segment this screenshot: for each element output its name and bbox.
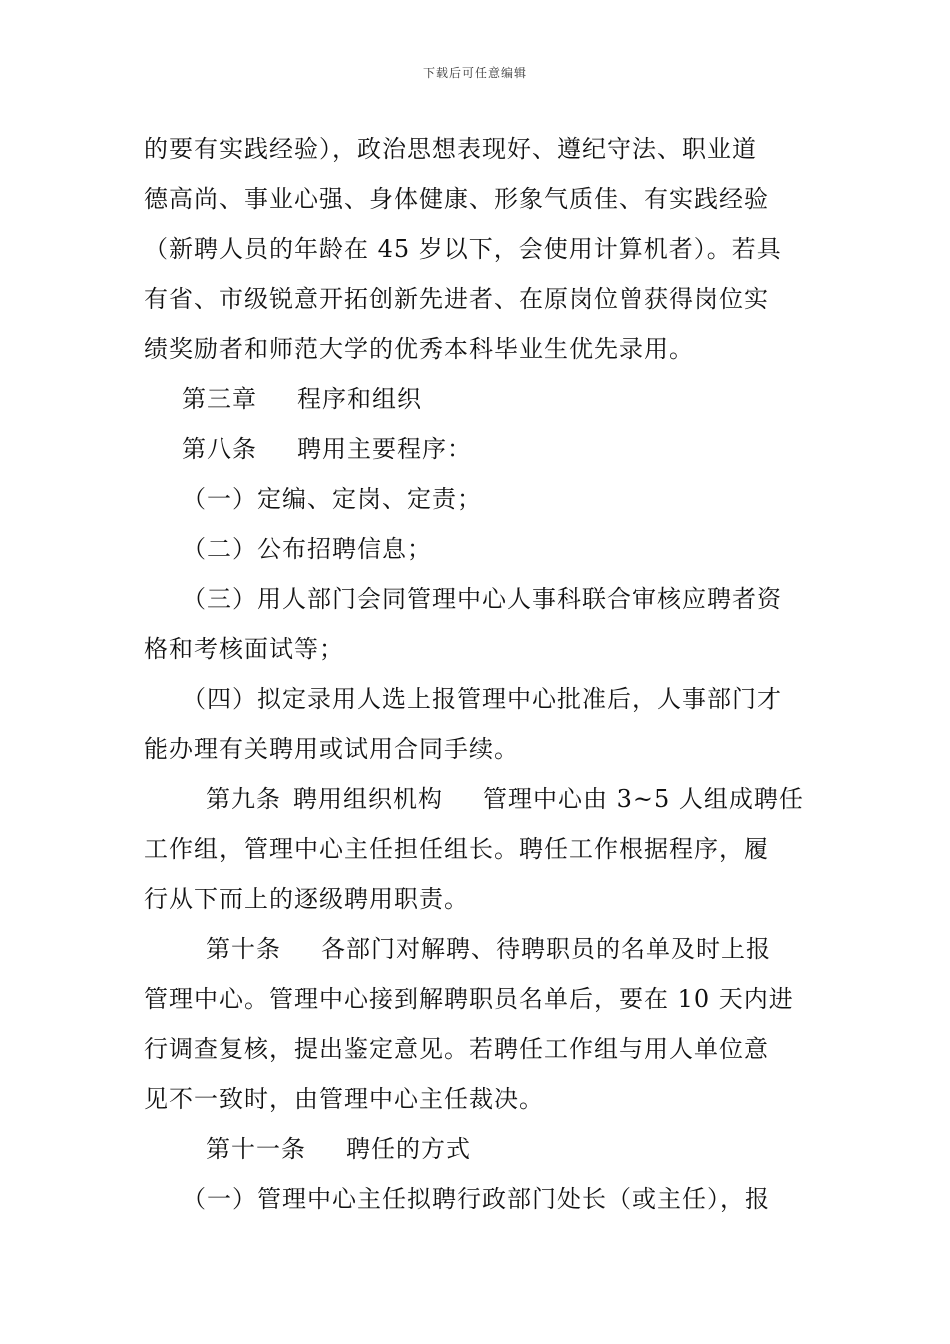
- chapter-heading: [144, 374, 814, 424]
- paragraph-line: 的要有实践经验），政治思想表现好、遵纪守法、职业道: [144, 135, 757, 163]
- page-header: 下载后可任意编辑: [422, 66, 527, 80]
- chapter-title: 程序和组织: [297, 385, 422, 413]
- document-body: [144, 124, 814, 1224]
- paragraph-line: 行从下而上的逐级聘用职责。: [144, 885, 469, 913]
- article-paragraph: [144, 924, 814, 974]
- article-label: 第八条: [182, 435, 257, 463]
- paragraph-line: 工作组，管理中心主任担任组长。聘任工作根据程序，履: [144, 835, 769, 863]
- article-heading: [144, 424, 814, 474]
- paragraph-line: 德高尚、事业心强、身体健康、形象气质佳、有实践经验: [144, 185, 769, 213]
- list-item-continued: 能办理有关聘用或试用合同手续。: [144, 735, 519, 763]
- article-label: 第九条: [206, 785, 281, 813]
- article-text: 管理中心由 3~5 人组成聘任: [483, 785, 804, 813]
- paragraph-line: 行调查复核，提出鉴定意见。若聘任工作组与用人单位意: [144, 1035, 769, 1063]
- article-heading: [144, 1124, 814, 1174]
- list-item: （二）公布招聘信息；: [182, 535, 432, 563]
- article-text: 各部门对解聘、待聘职员的名单及时上报: [321, 935, 771, 963]
- paragraph-line: 见不一致时，由管理中心主任裁决。: [144, 1085, 544, 1113]
- article-title: 聘用主要程序：: [297, 435, 472, 463]
- chapter-label: 第三章: [182, 385, 257, 413]
- article-title: 聘用组织机构: [293, 785, 443, 813]
- paragraph-line: 有省、市级锐意开拓创新先进者、在原岗位曾获得岗位实: [144, 285, 769, 313]
- list-item: （一）管理中心主任拟聘行政部门处长（或主任），报: [182, 1185, 770, 1213]
- list-item: （三）用人部门会同管理中心人事科联合审核应聘者资: [182, 585, 782, 613]
- list-item: （四）拟定录用人选上报管理中心批准后，人事部门才: [182, 685, 782, 713]
- article-paragraph: [144, 774, 814, 824]
- article-label: 第十条: [206, 935, 281, 963]
- paragraph-line: 绩奖励者和师范大学的优秀本科毕业生优先录用。: [144, 335, 694, 363]
- article-label: 第十一条: [206, 1135, 306, 1163]
- article-title: 聘任的方式: [346, 1135, 471, 1163]
- list-item: （一）定编、定岗、定责；: [182, 485, 482, 513]
- paragraph-line: （新聘人员的年龄在 45 岁以下，会使用计算机者）。若具: [144, 235, 782, 263]
- list-item-continued: 格和考核面试等；: [144, 635, 344, 663]
- paragraph-line: 管理中心。管理中心接到解聘职员名单后，要在 10 天内进: [144, 985, 794, 1013]
